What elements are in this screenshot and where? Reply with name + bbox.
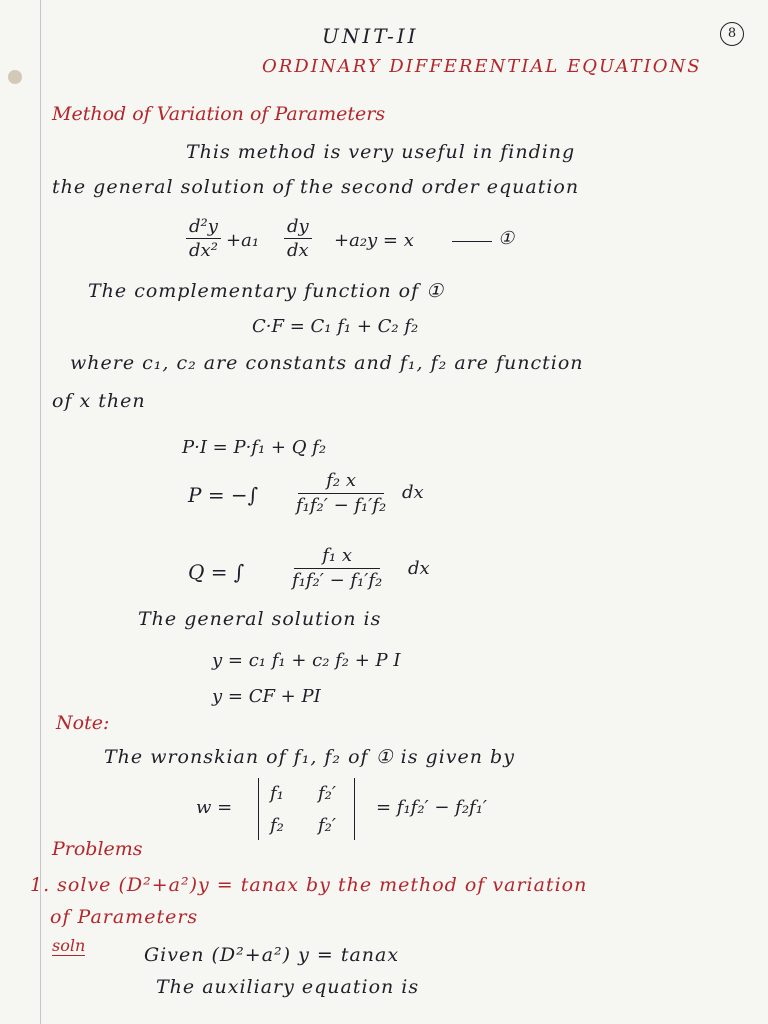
p-dx: dx <box>402 482 424 503</box>
pi-equation: P·I = P·f₁ + Q f₂ <box>182 437 327 458</box>
eq1-num-dy: dy <box>284 216 312 239</box>
p-fraction <box>296 470 386 516</box>
general-solution-eq-2: y = CF + PI <box>212 686 321 707</box>
eq1-tag-dash <box>452 241 492 242</box>
p-numerator: f₂ x <box>298 470 384 494</box>
where-line: where c₁, c₂ are constants and f₁, f₂ are function <box>70 352 584 374</box>
wronskian-rhs: = f₁f₂′ − f₂f₁′ <box>376 797 488 818</box>
q-numerator: f₁ x <box>294 545 380 569</box>
section-heading: Method of Variation of Parameters <box>52 103 386 125</box>
auxiliary-line: The auxiliary equation is <box>156 976 420 998</box>
eq1-rest: +a₂y = x <box>334 230 414 251</box>
p-denominator: f₁f₂′ − f₁′f₂ <box>296 495 387 516</box>
general-solution-line: The general solution is <box>138 608 382 630</box>
margin-line <box>40 0 41 1024</box>
cf-line: The complementary function of ① <box>88 280 445 302</box>
cf-equation: C·F = C₁ f₁ + C₂ f₂ <box>252 316 419 337</box>
problem-1-line-2: of Parameters <box>50 906 199 928</box>
eq1-frac-d2y <box>186 216 221 261</box>
q-label: Q = ∫ <box>188 560 245 584</box>
general-solution-eq-1: y = c₁ f₁ + c₂ f₂ + P I <box>212 650 401 671</box>
wronskian-m22: f₂′ <box>318 815 336 836</box>
intro-line-2: the general solution of the second order equation <box>52 176 580 198</box>
binder-hole <box>8 70 22 84</box>
eq1-num-d2y: d²y <box>186 216 221 239</box>
eq1-tag: ① <box>498 228 515 249</box>
note-label: Note: <box>56 712 110 734</box>
wronskian-m12: f₂′ <box>318 783 336 804</box>
subject-title: ORDINARY DIFFERENTIAL EQUATIONS <box>262 56 702 77</box>
q-dx: dx <box>408 558 430 579</box>
unit-title: UNIT-II <box>322 24 419 48</box>
determinant-bar-left <box>258 778 259 840</box>
intro-line-1: This method is very useful in finding <box>186 141 576 163</box>
determinant-bar-right <box>354 778 355 840</box>
note-line: The wronskian of f₁, f₂ of ① is given by <box>104 746 515 768</box>
q-fraction <box>292 545 382 591</box>
q-denominator: f₁f₂′ − f₁′f₂ <box>292 570 383 591</box>
problem-1-line-1: 1. solve (D²+a²)y = tanax by the method of variation <box>30 874 588 896</box>
eq1-frac-dy <box>284 216 312 261</box>
of-x-then: of x then <box>52 390 146 412</box>
eq1-den-dx2: dx² <box>189 240 218 261</box>
problems-label: Problems <box>52 838 143 860</box>
wronskian-m21: f₂ <box>270 815 284 836</box>
wronskian-m11: f₁ <box>270 783 284 804</box>
eq1-plus-a1: +a₁ <box>226 230 260 251</box>
page-number: 8 <box>720 22 744 46</box>
given-line: Given (D²+a²) y = tanax <box>144 944 400 966</box>
solution-label: soln <box>52 936 86 955</box>
p-label: P = −∫ <box>188 483 259 507</box>
wronskian-label: w = <box>196 797 233 818</box>
eq1-den-dx: dx <box>287 240 309 261</box>
